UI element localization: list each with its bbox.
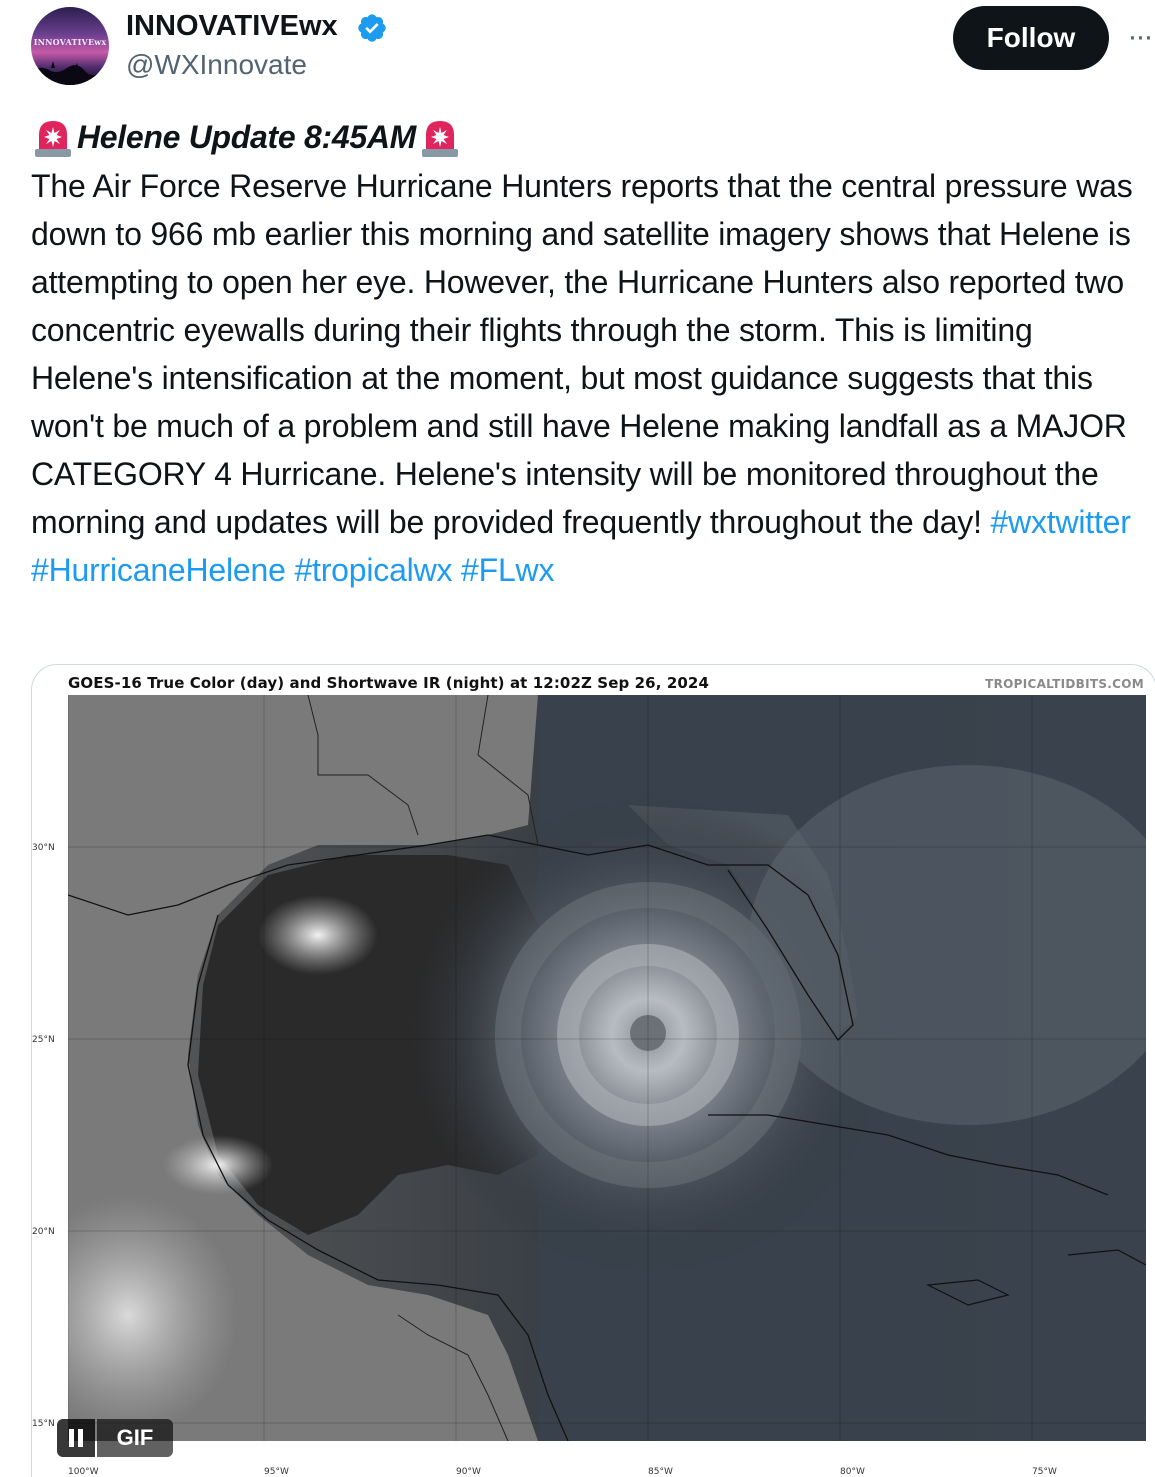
lon-label: 95°W <box>264 1467 289 1477</box>
media-gif[interactable] <box>31 664 1155 1477</box>
lat-label: 15°N <box>32 1419 55 1429</box>
media-credit: TROPICALTIDBITS.COM <box>985 677 1144 691</box>
display-name[interactable]: INNOVATIVEwx <box>126 10 338 42</box>
hashtag-link[interactable]: #HurricaneHelene <box>31 552 286 588</box>
avatar[interactable] <box>31 7 109 85</box>
hashtag-link[interactable]: #wxtwitter <box>990 504 1131 540</box>
media-caption: GOES-16 True Color (day) and Shortwave IR (night) at 12:02Z Sep 26, 2024 <box>68 674 709 692</box>
tweet-header <box>0 0 1155 100</box>
hashtag-link[interactable]: #FLwx <box>461 552 555 588</box>
lat-label: 30°N <box>32 843 55 853</box>
follow-button[interactable]: Follow <box>953 6 1109 70</box>
lon-label: 80°W <box>840 1467 865 1477</box>
tweet-body-text: The Air Force Reserve Hurricane Hunters reports that the central pressure was down to 966 mb earlier this morning and satellite imagery shows that Helene is attempting to open her eye. However, the Hurricane Hunters also reported two concentric eyewalls during their flights through the storm. This is limiting Helene's intensification at the moment, but most guidance suggests that this won't be much of a problem and still have Helene making landfall as a MAJOR CATEGORY 4 Hurricane. Helene's intensity will be monitored throughout the morning and updates will be provided frequently throughout the day! <box>31 168 1133 540</box>
lon-label: 100°W <box>68 1467 99 1477</box>
lon-label: 75°W <box>1032 1467 1057 1477</box>
rotating-light-icon <box>418 115 462 159</box>
rotating-light-icon <box>31 115 75 159</box>
lon-label: 85°W <box>648 1467 673 1477</box>
hashtag-link[interactable]: #tropicalwx <box>294 552 453 588</box>
lat-label: 25°N <box>32 1035 55 1045</box>
lon-label: 90°W <box>456 1467 481 1477</box>
gif-badge: GIF <box>97 1419 173 1457</box>
tweet-text <box>31 162 1149 594</box>
tweet-title-text: Helene Update 8:45AM <box>77 118 416 155</box>
avatar-landscape-icon <box>31 57 109 85</box>
verified-badge-icon <box>356 12 388 44</box>
tweet-title <box>31 114 462 160</box>
satellite-image <box>68 695 1146 1441</box>
satellite-map-graphic <box>68 695 1146 1441</box>
avatar-text: INNOVATIVEwx <box>33 37 107 47</box>
pause-icon[interactable] <box>57 1419 95 1457</box>
ellipsis-icon[interactable]: ··· <box>1127 20 1152 53</box>
handle[interactable]: @WXInnovate <box>126 49 307 80</box>
gif-controls <box>57 1419 173 1457</box>
lat-label: 20°N <box>32 1227 55 1237</box>
